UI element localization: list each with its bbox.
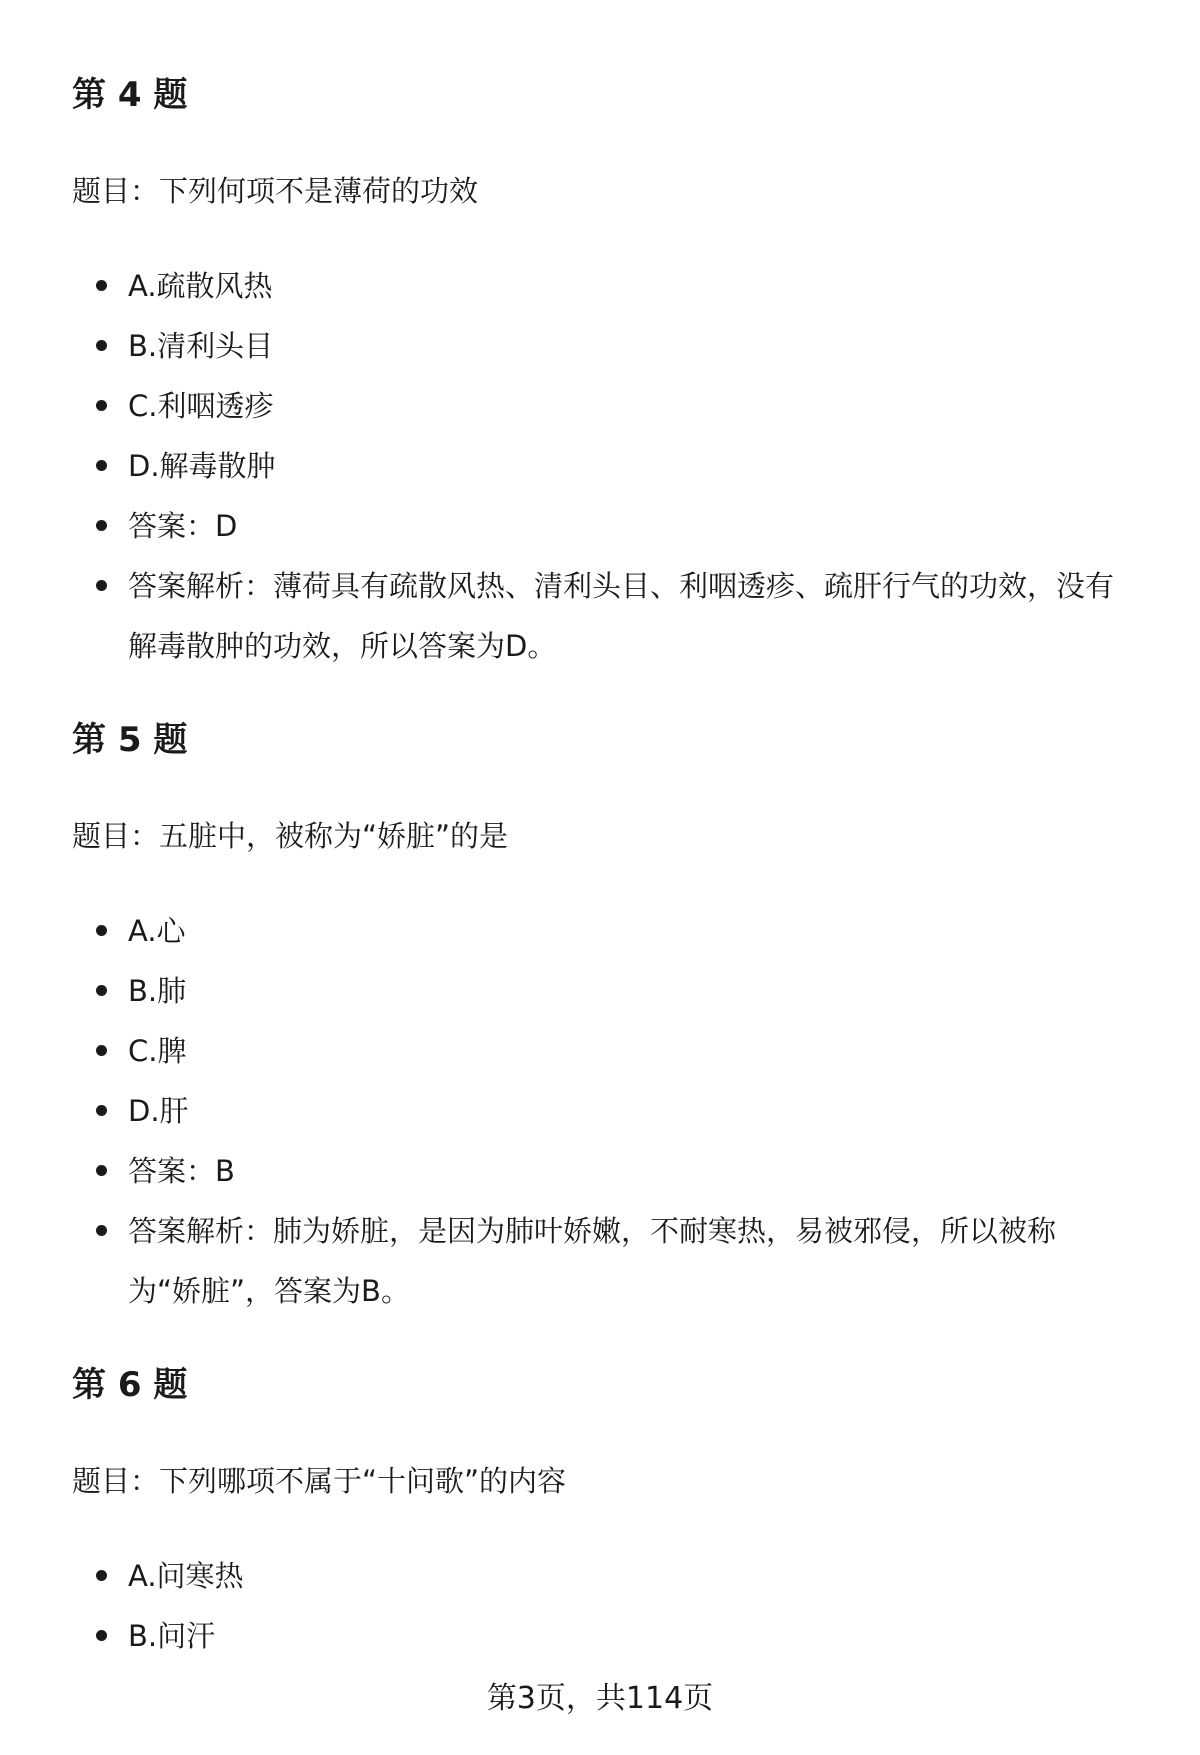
analysis-item [72, 1201, 1152, 1321]
option-c [72, 1021, 1152, 1081]
analysis-line-2: 为“娇脏”，答案为B。 [128, 1274, 410, 1308]
option-list [72, 256, 1152, 676]
option-text: B.清利头目 [128, 329, 274, 363]
bullet-icon [96, 1165, 107, 1176]
option-text: C.利咽透疹 [128, 389, 274, 423]
option-c [72, 376, 1152, 436]
option-text: A.心 [128, 914, 186, 948]
option-text: A.疏散风热 [128, 269, 273, 303]
answer-text: 答案：B [128, 1154, 235, 1188]
page-number-footer: 第3页，共114页 [486, 1681, 714, 1716]
option-d [72, 436, 1152, 496]
option-text: B.问汗 [128, 1619, 216, 1653]
question-stem: 题目：下列何项不是薄荷的功效 [72, 174, 479, 208]
option-a [72, 901, 1152, 961]
bullet-icon [96, 580, 107, 591]
analysis-line-1: 答案解析：肺为娇脏，是因为肺叶娇嫩，不耐寒热，易被邪侵，所以被称 [128, 1214, 1057, 1248]
question-stem: 题目：五脏中，被称为“娇脏”的是 [72, 819, 509, 853]
option-list [72, 1546, 1152, 1666]
bullet-icon [96, 1570, 107, 1581]
bullet-icon [96, 1225, 107, 1236]
option-list [72, 901, 1152, 1321]
answer-item [72, 496, 1152, 556]
bullet-icon [96, 460, 107, 471]
bullet-icon [96, 985, 107, 996]
option-d [72, 1081, 1152, 1141]
question-heading: 第 4 题 [72, 75, 188, 115]
option-text: A.问寒热 [128, 1559, 244, 1593]
bullet-icon [96, 400, 107, 411]
option-a [72, 256, 1152, 316]
bullet-icon [96, 1105, 107, 1116]
analysis-line-2: 解毒散肿的功效，所以答案为D。 [128, 629, 557, 663]
answer-text: 答案：D [128, 509, 238, 543]
question-6 [72, 1360, 1152, 1666]
analysis-item [72, 556, 1152, 676]
question-4 [72, 70, 1152, 676]
bullet-icon [96, 340, 107, 351]
option-a [72, 1546, 1152, 1606]
bullet-icon [96, 520, 107, 531]
bullet-icon [96, 1630, 107, 1641]
bullet-icon [96, 280, 107, 291]
question-heading: 第 5 题 [72, 720, 188, 760]
option-b [72, 961, 1152, 1021]
option-text: B.肺 [128, 974, 187, 1008]
question-5 [72, 715, 1152, 1321]
option-text: D.解毒散肿 [128, 449, 276, 483]
option-text: D.肝 [128, 1094, 189, 1128]
option-b [72, 316, 1152, 376]
bullet-icon [96, 1045, 107, 1056]
analysis-line-1: 答案解析：薄荷具有疏散风热、清利头目、利咽透疹、疏肝行气的功效，没有 [128, 569, 1115, 603]
option-text: C.脾 [128, 1034, 187, 1068]
option-b [72, 1606, 1152, 1666]
question-heading: 第 6 题 [72, 1365, 188, 1405]
bullet-icon [96, 925, 107, 936]
answer-item [72, 1141, 1152, 1201]
question-stem: 题目：下列哪项不属于“十问歌”的内容 [72, 1464, 567, 1498]
